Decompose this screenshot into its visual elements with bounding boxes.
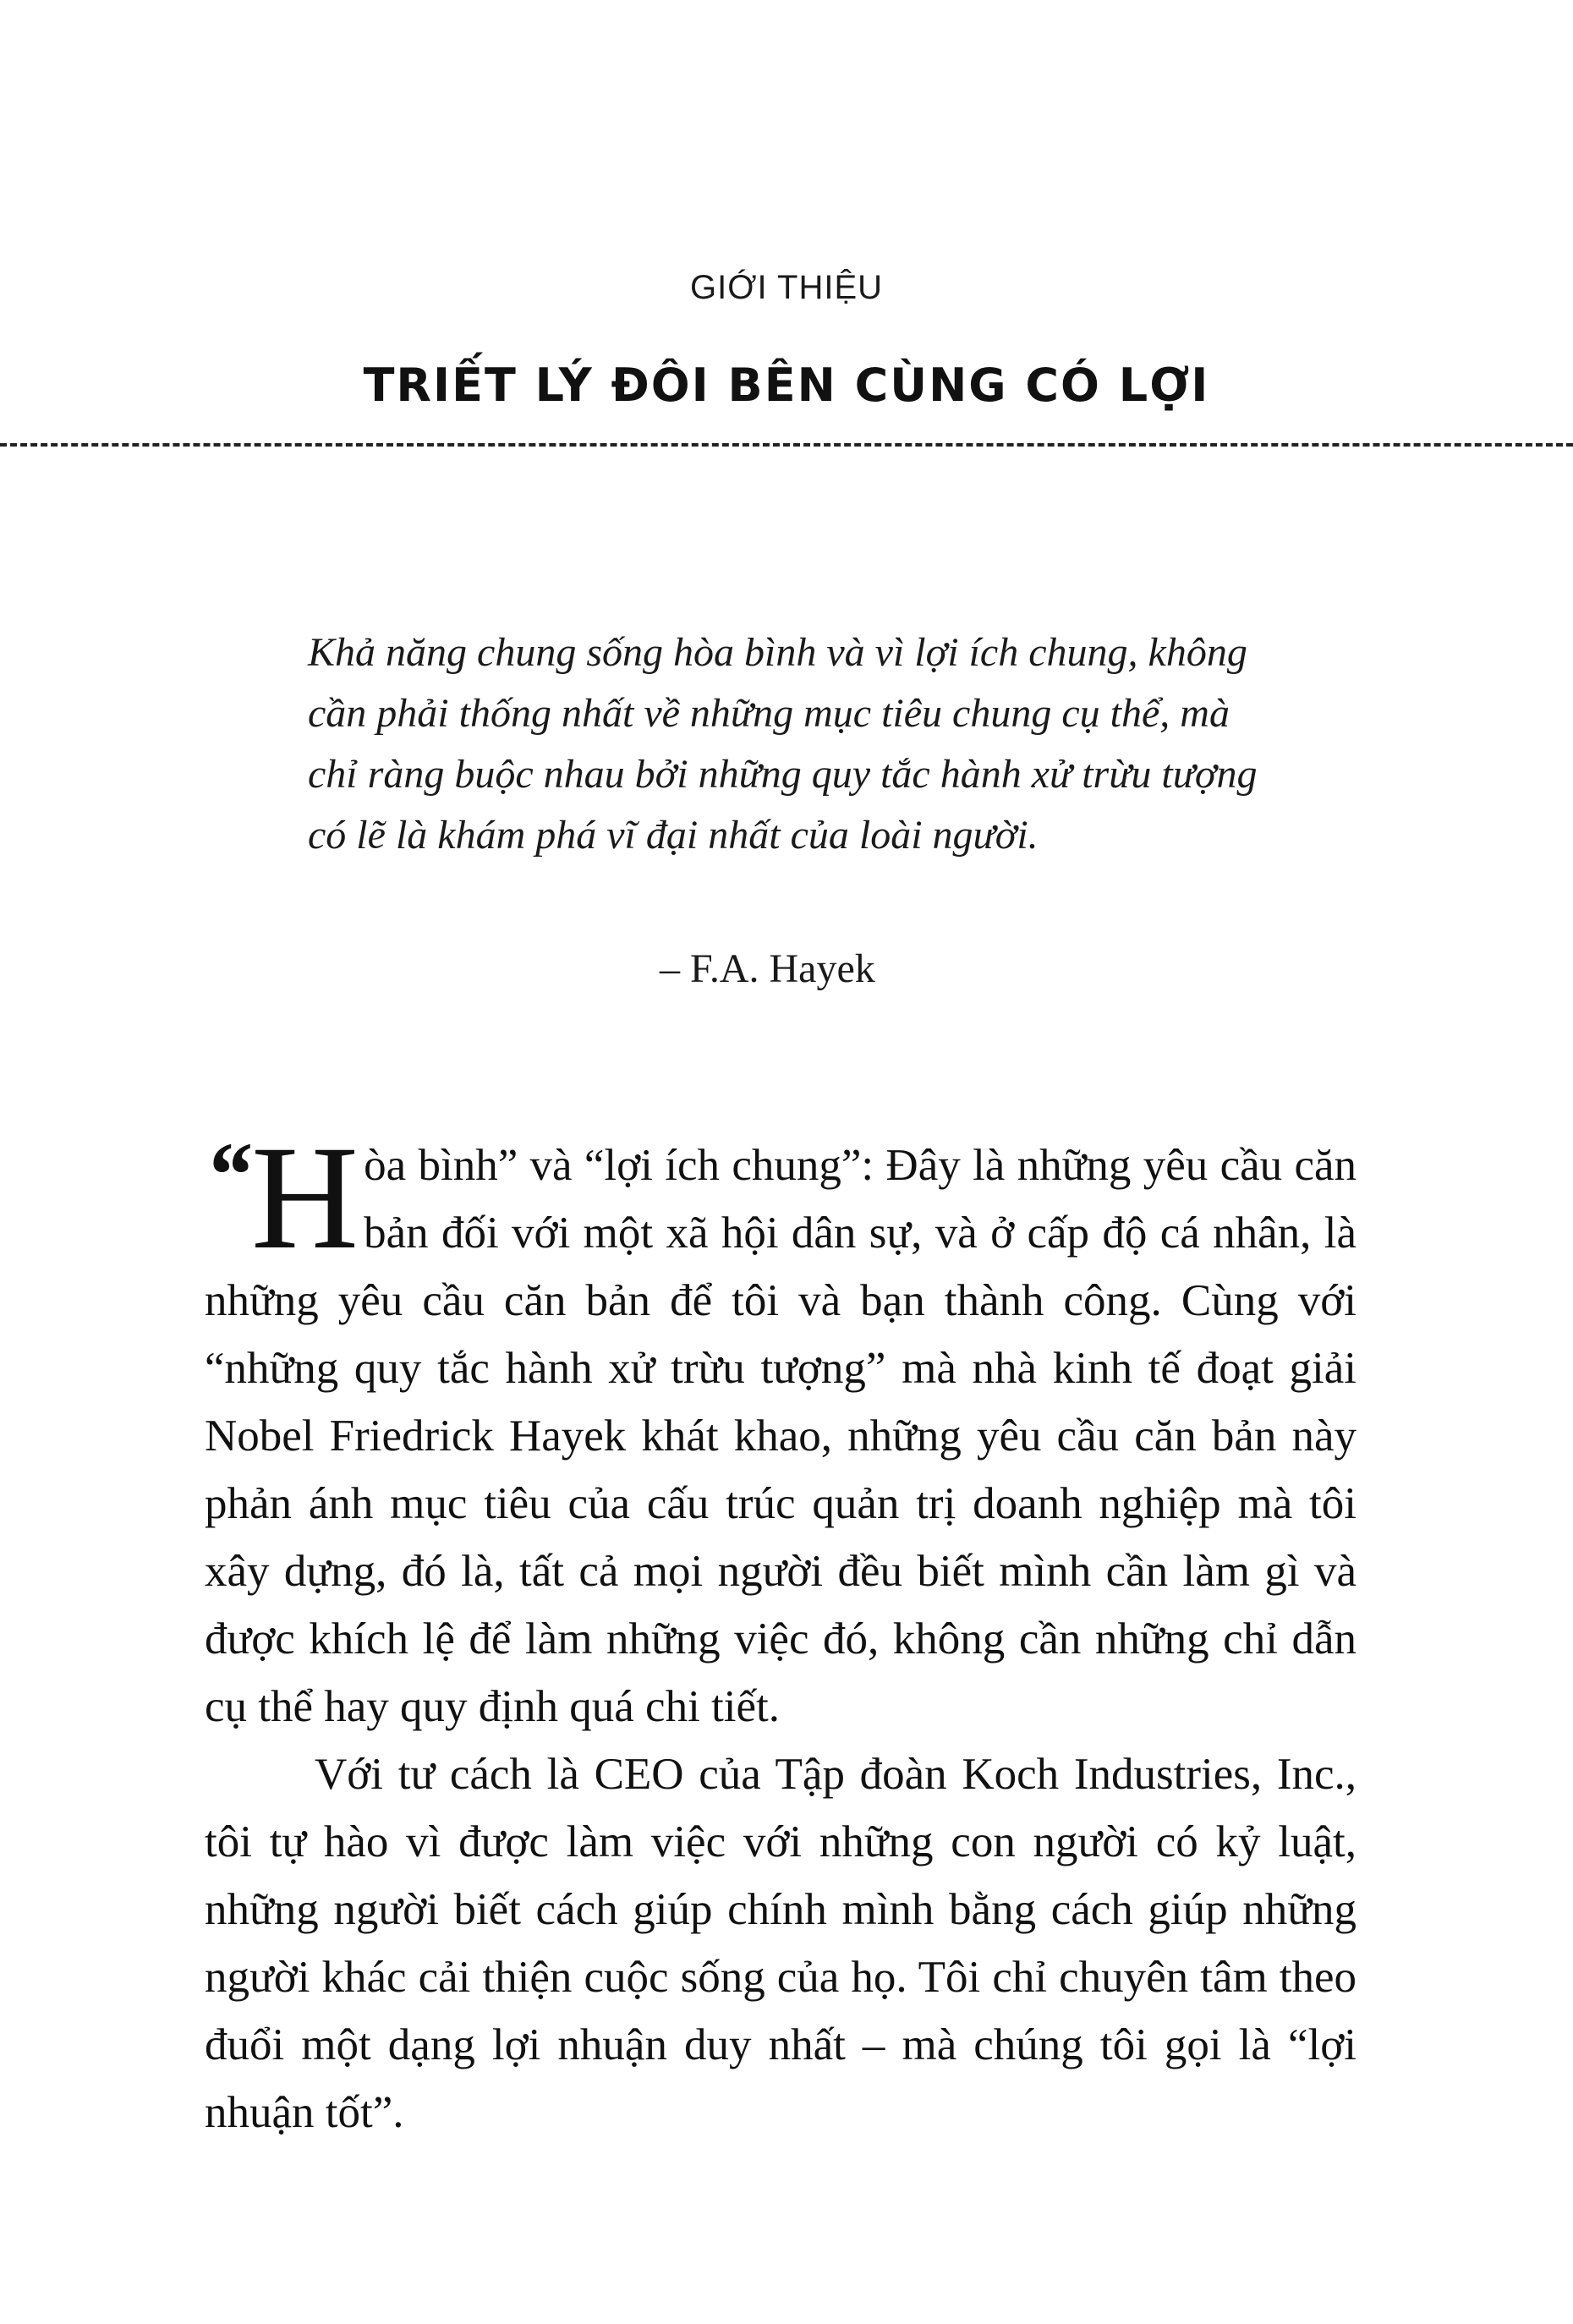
paragraph-2: Với tư cách là CEO của Tập đoàn Koch Industries, Inc., tôi tự hào vì được làm việc với những con người có kỷ luật, những người biết cách giúp chính mình bằng cách giúp những người khác cải thiện cuộc sống của họ. Tôi chỉ chuyên tâm theo đuổi một dạng lợi nhuận duy nhất – mà chúng tôi gọi là “lợi nhuận tốt”.	[205, 1750, 1357, 2137]
chapter-label: GIỚI THIỆU	[689, 269, 884, 306]
epigraph-author: – F.A. Hayek	[660, 946, 875, 991]
paragraph-1-text: òa bình” và “lợi ích chung”: Đây là những yêu cầu căn bản đối với một xã hội dân sự, và ở cấp độ cá nhân, là những yêu cầu căn bản để tôi và bạn thành công. Cùng với “những quy tắc hành xử trừu tượng” mà nhà kinh tế đoạt giải Nobel Friedrick Hayek khát khao, những yêu cầu căn bản này phản ánh mục tiêu của cấu trúc quản trị doanh nghiệp mà tôi xây dựng, đó là, tất cả mọi người đều biết mình cần làm gì và được khích lệ để làm những việc đó, không cần những chỉ dẫn cụ thể hay quy định quá chi tiết.	[205, 1141, 1357, 1731]
opening-quote-mark: “	[205, 1123, 251, 1226]
drop-cap-letter: H	[251, 1115, 359, 1280]
body-text	[205, 1115, 1357, 2146]
epigraph-quote: Khả năng chung sống hòa bình và vì lợi ích chung, không cần phải thống nhất về những mục tiêu chung cụ thể, mà chỉ ràng buộc nhau bởi những quy tắc hành xử trừu tượng có lẽ là khám phá vĩ đại nhất của loài người.	[308, 630, 1258, 858]
dashed-divider	[0, 443, 1573, 447]
chapter-title: TRIẾT LÝ ĐÔI BÊN CÙNG CÓ LỢI	[363, 359, 1210, 412]
paragraph-1	[205, 1115, 1357, 1740]
